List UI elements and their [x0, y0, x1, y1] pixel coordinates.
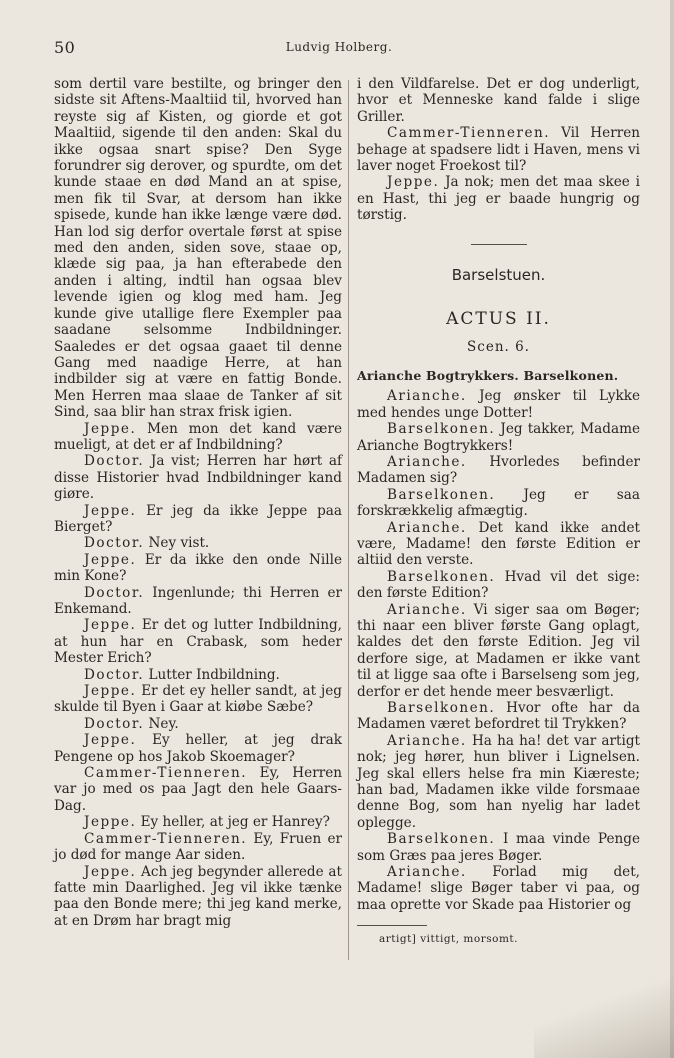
- dialogue-line: [54, 683, 342, 716]
- dialogue-line: [357, 602, 640, 700]
- section-title: Barselstuen.: [451, 265, 546, 284]
- dialogue-line: [357, 700, 640, 733]
- dialogue-line: [357, 864, 640, 913]
- section-rule: [471, 244, 527, 245]
- speaker-name: Jeppe.: [84, 814, 137, 831]
- speaker-name: Barselkonen.: [387, 700, 496, 716]
- speaker-name: Arianche.: [387, 519, 467, 536]
- dialogue-line: [54, 814, 342, 830]
- dialogue-line: [357, 733, 640, 831]
- speech: Ingenlunde; thi Herren er Enkemand.: [54, 584, 343, 617]
- speaker-name: Doctor.: [84, 666, 145, 683]
- dialogue-line: [54, 864, 342, 930]
- dialogue-line: [54, 585, 342, 618]
- speech: Jeg er saa forskrækkelig afmægtig.: [357, 486, 640, 520]
- dialogue-line: [357, 831, 640, 864]
- dialogue-line: [54, 503, 342, 536]
- speaker-name: Arianche.: [387, 453, 467, 470]
- dialogue-line: [54, 732, 342, 765]
- page-corner-shadow: [534, 968, 674, 1058]
- dialogue-line: [357, 388, 640, 421]
- speaker-name: Arianche.: [387, 388, 467, 405]
- speaker-name: Jeppe.: [84, 551, 137, 568]
- footnote: artigt] vittigt, morsomt.: [379, 933, 518, 946]
- speech: Hvorledes befinder Madamen sig?: [357, 453, 640, 487]
- page-number: 50: [54, 38, 76, 57]
- act-heading: ACTUS II.: [446, 309, 551, 330]
- speaker-name: Barselkonen.: [387, 568, 496, 585]
- speaker-name: Jeppe.: [84, 863, 137, 880]
- speech: Er jeg da ikke Jeppe paa Bierget?: [54, 502, 343, 535]
- dialogue-line: [54, 535, 342, 551]
- speech: Forlad mig det, Madame! slige Bøger taber vi paa, og maa oprette vor Skade paa Historier og: [357, 864, 641, 913]
- speaker-name: Jeppe.: [387, 174, 440, 191]
- speech: Er det og lutter Indbildning, at hun har en Crabask, som heder Mester Erich?: [54, 617, 342, 667]
- speech: Det kand ikke andet være, Madame! den første Edition er altiid den verste.: [357, 519, 640, 569]
- dialogue-line: [54, 667, 342, 683]
- running-title: Ludvig Holberg.: [285, 40, 393, 54]
- speaker-name: Jeppe.: [84, 732, 137, 749]
- speaker-name: Barselkonen.: [387, 831, 496, 848]
- speech: Hvad vil det sige: den første Edition?: [357, 568, 640, 602]
- dialogue-line: [357, 487, 640, 520]
- dialogue-line: [357, 421, 640, 454]
- speech: Vil Herren behage at spadsere lidt i Haven, mens vi laver noget Froekost til?: [357, 125, 641, 175]
- page-header: [54, 36, 624, 56]
- speaker-name: Barselkonen.: [387, 486, 496, 503]
- speaker-name: Cammer-Tienneren.: [84, 765, 248, 782]
- left-column: [54, 76, 342, 929]
- right-column: [357, 76, 640, 946]
- speaker-name: Doctor.: [84, 453, 145, 470]
- dialogue-line: [357, 174, 640, 223]
- dialogue-line: [357, 125, 640, 174]
- footnote-rule: [357, 925, 427, 926]
- speech: Ey heller, at jeg er Hanrey?: [140, 814, 330, 831]
- speech: Ney.: [148, 715, 179, 732]
- speaker-name: Cammer-Tienneren.: [387, 125, 551, 142]
- speech: Vi siger saa om Bøger; thi naar een bliver første Gang oplagt, kaldes det den første Edition. Jeg vil derfore sige, at Madamen er ikke vant til at ligge saa ofte i Barselseng som jeg, derfor er det hende meer besværligt.: [357, 601, 640, 700]
- speech: Jeg ønsker til Lykke med hendes unge Dotter!: [357, 388, 641, 421]
- speech: Ja vist; Herren har hørt af disse Historier hvad Indbildninger kand giøre.: [54, 453, 343, 503]
- speech: Ey, Fruen er jo død for mange Aar siden.: [54, 830, 342, 864]
- dialogue-line: [357, 520, 640, 569]
- speaker-name: Arianche.: [387, 864, 467, 881]
- speech: Ja nok; men det maa skee i en Hast, thi jeg er baade hungrig og tørstig.: [357, 174, 640, 224]
- speaker-name: Jeppe.: [84, 683, 137, 700]
- dialogue-line: [54, 552, 342, 585]
- speech: Ey heller, at jeg drak Pengene op hos Jakob Skoemager?: [54, 732, 342, 765]
- speech: Er da ikke den onde Nille min Kone?: [54, 551, 342, 585]
- speech: Ney vist.: [148, 535, 210, 552]
- speech: Jeg takker, Madame Arianche Bogtrykkers!: [357, 421, 640, 454]
- paragraph: i den Vildfarelse. Det er dog underligt, hvor et Menneske kand falde i slige Griller.: [357, 76, 640, 125]
- speech: Lutter Indbildning.: [148, 666, 280, 683]
- page-edge-shadow: [670, 0, 674, 1058]
- dialogue-line: [54, 617, 342, 666]
- speaker-name: Doctor.: [84, 535, 145, 552]
- speech: Ha ha ha! det var artigt nok; jeg hører, hun bliver i Lignelsen. Jeg skal ellers helse fra min Kiæreste; han bad, Madamen ikke vilde forsmaae denne Bog, som han nyelig har ladet oplegge.: [357, 732, 640, 831]
- speaker-name: Arianche.: [387, 601, 467, 618]
- speaker-name: Barselkonen.: [387, 421, 496, 438]
- speaker-name: Jeppe.: [84, 617, 137, 634]
- speech: Ey, Herren var jo med os paa Jagt den hele Gaars-Dag.: [54, 765, 343, 814]
- column-divider: [348, 80, 349, 960]
- dialogue-line: [54, 765, 342, 814]
- paragraph: som dertil vare bestilte, og bringer den sidste sit Aftens-Maaltiid til, hvorved han reyste sig af Kisten, og giorde et got Maaltiid, sigende til den anden: Skal du ikke ogsaa snart spise? Den Syge forundrer sig derover, og spurdte, om det kunde staae en død Mand an at spise, men fik til Svar, at dersom han ikke spisede, kunde han ikke længe være død. Han lod sig derfor overtale først at spise med den anden, siden sove, staae op, klæde sig paa, ja han efterabede den anden i alting, indtil han ogsaa blev levende igien og klog med ham. Jeg kunde give utallige flere Exempler paa saadane selsomme Indbildninger. Saaledes er det ogsaa gaaet til denne Gang med naadige Herre, at han indbilder sig at være en fattig Bonde. Men Herren maa slaae de Tanker af sit Sind, saa blir han strax frisk igien.: [54, 76, 342, 421]
- dramatis-personae: Arianche Bogtrykkers. Barselkonen.: [357, 367, 619, 383]
- dialogue-line: [54, 716, 342, 732]
- speech: I maa vinde Penge som Græs paa jeres Bøger.: [357, 831, 640, 864]
- speech: Er det ey heller sandt, at jeg skulde til Byen i Gaar at kiøbe Sæbe?: [54, 683, 343, 716]
- speaker-name: Doctor.: [84, 715, 145, 732]
- dialogue-line: [54, 421, 342, 454]
- dialogue-line: [54, 453, 342, 502]
- speaker-name: Arianche.: [387, 732, 467, 749]
- speaker-name: Jeppe.: [84, 502, 137, 519]
- scene-heading: Scen. 6.: [467, 339, 530, 356]
- speech: Men mon det kand være mueligt, at det er af Indbildning?: [54, 420, 342, 453]
- speaker-name: Doctor.: [84, 584, 145, 601]
- speaker-name: Cammer-Tienneren.: [84, 830, 248, 847]
- dialogue-line: [54, 831, 342, 864]
- speaker-name: Jeppe.: [84, 420, 137, 437]
- dialogue-line: [357, 569, 640, 602]
- speech: Ach jeg begynder allerede at fatte min Daarlighed. Jeg vil ikke tænke paa den Bonde mere; thi jeg kand merke, at en Drøm har bragt mig: [54, 863, 342, 929]
- dialogue-line: [357, 454, 640, 487]
- speech: Hvor ofte har da Madamen været befordret til Trykken?: [357, 700, 640, 733]
